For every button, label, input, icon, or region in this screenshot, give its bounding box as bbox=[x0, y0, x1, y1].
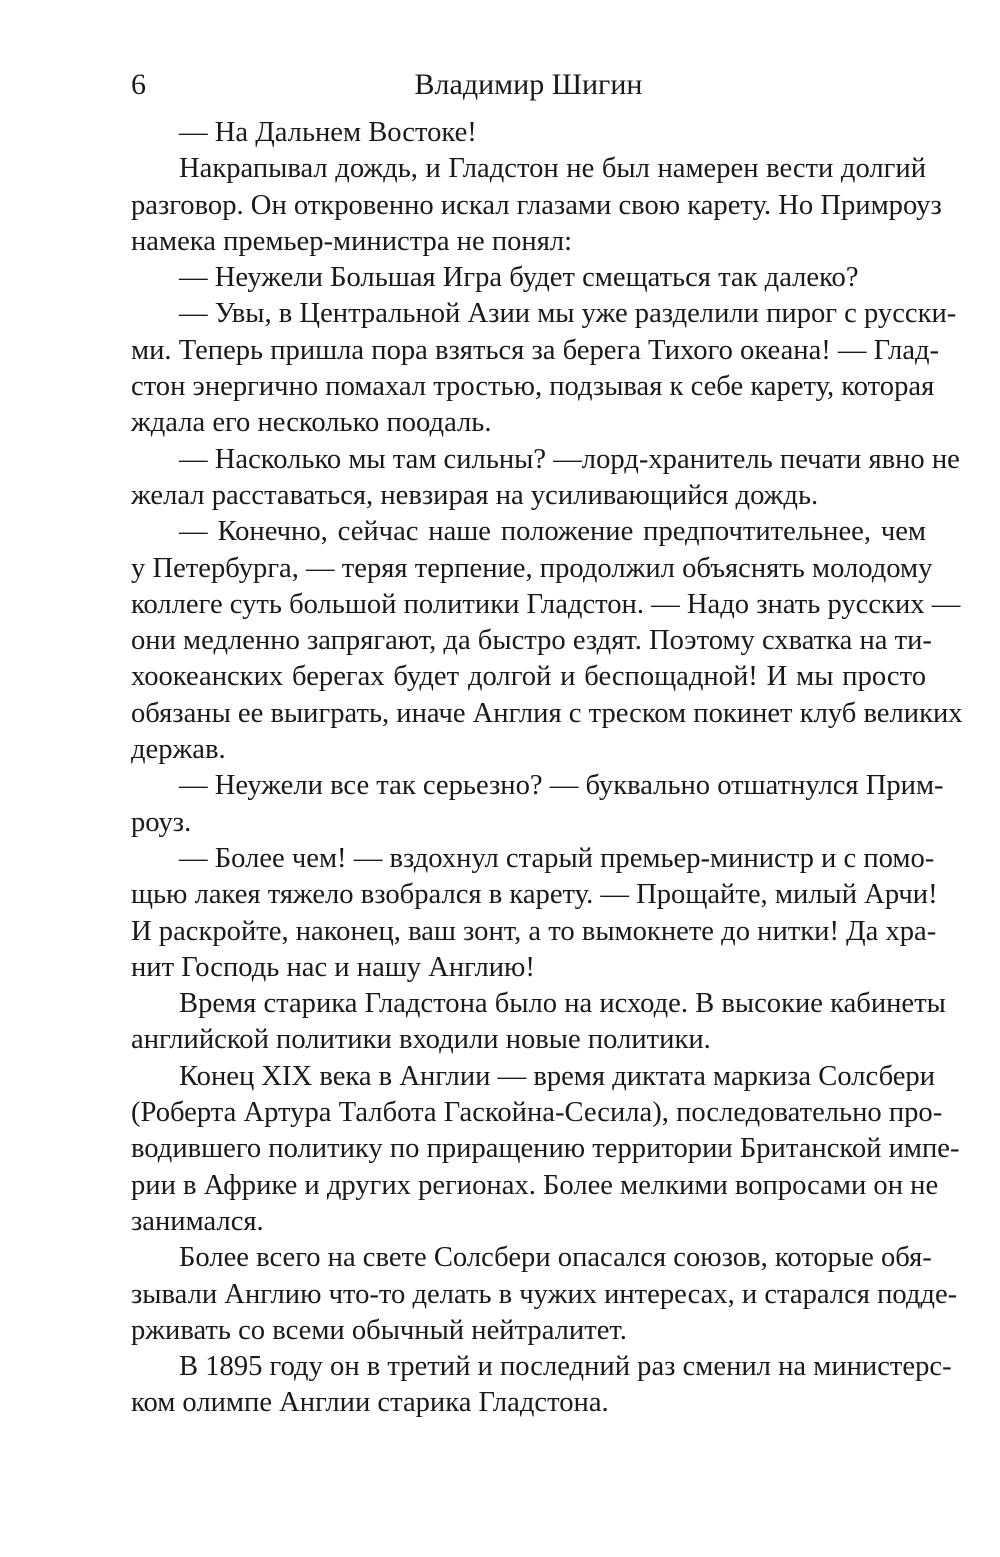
text-line: — Конечно, сейчас наше положение предпочтительнее, чем bbox=[179, 516, 926, 548]
text-line: английской политики входили новые политики. bbox=[131, 1024, 711, 1056]
text-line: ком олимпе Англии старика Гладстона. bbox=[131, 1387, 609, 1419]
page-header bbox=[131, 62, 926, 108]
running-head-author: Владимир Шигин bbox=[414, 68, 643, 101]
text-line: коллеге суть большой политики Гладстон. — Надо знать русских — bbox=[131, 588, 961, 620]
text-line: ждала его несколько поодаль. bbox=[131, 407, 492, 439]
text-line: стон энергично помахал тростью, подзывая к себе карету, которая bbox=[131, 371, 935, 403]
paragraph bbox=[131, 260, 926, 296]
text-line: ми. Теперь пришла пора взяться за берега Тихого океана! — Глад- bbox=[131, 334, 940, 366]
text-line: — Неужели все так серьезно? — буквально отшатнулся Прим- bbox=[179, 770, 944, 802]
text-line: занимался. bbox=[131, 1205, 264, 1237]
text-line: водившего политику по приращению территории Британской импе- bbox=[131, 1133, 960, 1165]
text-line: Конец XIX века в Англии — время диктата маркиза Солсбери bbox=[179, 1060, 936, 1092]
paragraph bbox=[131, 1349, 952, 1422]
paragraph bbox=[131, 442, 960, 515]
paragraph bbox=[131, 115, 926, 151]
text-line: И раскройте, наконец, ваш зонт, а то вымокнете до нитки! Да хра- bbox=[131, 915, 937, 947]
text-line: держав. bbox=[131, 734, 226, 766]
text-line: они медленно запрягают, да быстро ездят. Поэтому схватка на ти- bbox=[131, 625, 932, 657]
paragraph bbox=[131, 986, 946, 1059]
page-number: 6 bbox=[131, 68, 146, 101]
paragraph bbox=[131, 841, 938, 986]
text-line: — Увы, в Центральной Азии мы уже разделили пирог с русски- bbox=[179, 298, 957, 330]
text-line: рживать со всеми обычный нейтралитет. bbox=[131, 1314, 627, 1346]
text-line: Время старика Гладстона было на исходе. В высокие кабинеты bbox=[179, 988, 946, 1020]
text-line: хоокеанских берегах будет долгой и беспощадной! И мы просто bbox=[131, 661, 926, 693]
paragraph bbox=[131, 151, 942, 260]
text-line: рии в Африке и других регионах. Более мелкими вопросами он не bbox=[131, 1169, 939, 1201]
text-line: — Неужели Большая Игра будет смещаться так далеко? bbox=[179, 262, 859, 294]
text-line: роуз. bbox=[131, 806, 192, 838]
paragraph bbox=[131, 514, 963, 768]
body-text bbox=[131, 115, 963, 1422]
text-line: у Петербурга, — теряя терпение, продолжил объяснять молодому bbox=[131, 552, 933, 584]
text-line: Более всего на свете Солсбери опасался союзов, которые обя- bbox=[179, 1242, 932, 1274]
text-line: намека премьер-министра не понял: bbox=[131, 225, 573, 257]
text-line: Накрапывал дождь, и Гладстон не был намерен вести долгий bbox=[179, 153, 926, 185]
text-line: разговор. Он откровенно искал глазами свою карету. Но Примроуз bbox=[131, 189, 942, 221]
text-line: щью лакея тяжело взобрался в карету. — Прощайте, милый Арчи! bbox=[131, 879, 938, 911]
text-line: В 1895 году он в третий и последний раз сменил на министерс- bbox=[179, 1351, 952, 1383]
text-line: — Более чем! — вздохнул старый премьер-министр и с помо- bbox=[179, 842, 935, 874]
text-line: желал расставаться, невзирая на усиливающийся дождь. bbox=[131, 479, 819, 511]
paragraph bbox=[131, 768, 944, 841]
text-line: — Насколько мы там сильны? —лорд-хранитель печати явно не bbox=[179, 443, 960, 475]
paragraph bbox=[131, 1059, 960, 1240]
text-line: нит Господь нас и нашу Англию! bbox=[131, 951, 535, 983]
paragraph bbox=[131, 296, 957, 441]
text-line: — На Дальнем Востоке! bbox=[179, 117, 477, 148]
paragraph bbox=[131, 1240, 958, 1349]
text-line: (Роберта Артура Талбота Гаскойна-Сесила), последовательно про- bbox=[131, 1097, 943, 1129]
text-line: обязаны ее выиграть, иначе Англия с треском покинет клуб великих bbox=[131, 697, 963, 729]
text-line: зывали Англию что-то делать в чужих интересах, и старался подде- bbox=[131, 1278, 958, 1310]
